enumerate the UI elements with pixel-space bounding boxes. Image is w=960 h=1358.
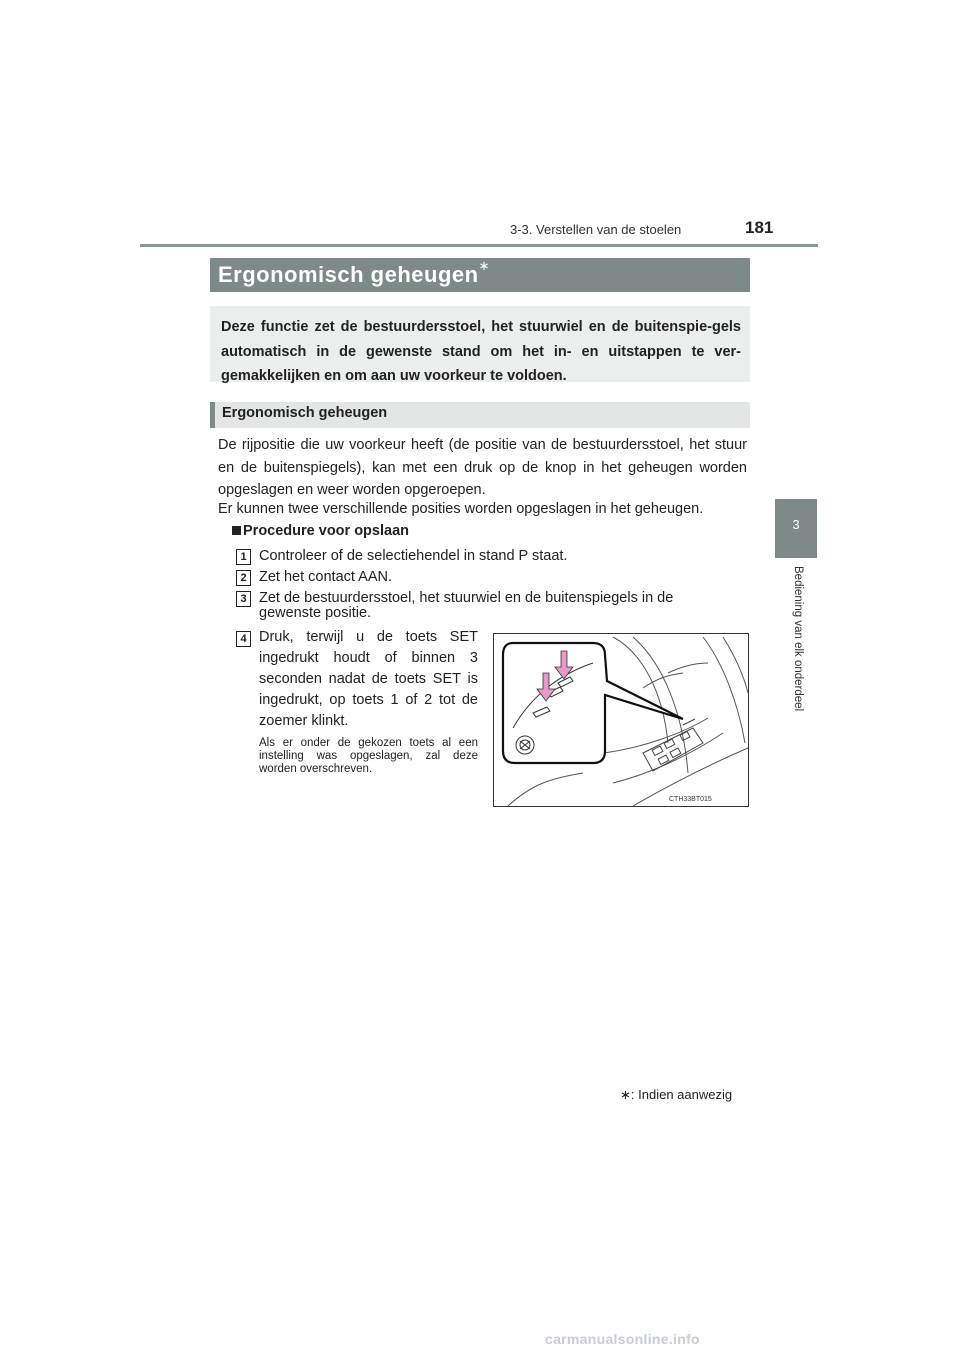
body-paragraph: Er kunnen twee verschillende posities worden opgeslagen in het geheugen. (218, 501, 704, 517)
optional-marker: ∗ (478, 258, 490, 273)
header-rule (140, 244, 818, 247)
page-number: 181 (745, 218, 774, 237)
step-text-continued: gewenste positie. (259, 605, 372, 621)
intro-text: Deze functie zet de bestuurdersstoel, het stuurwiel en de buitenspie-gels automatisch in de gewenste stand om het in- en uitstappen te ver-gemakkelijken en om aan uw voorkeur te voldoen. (221, 319, 741, 384)
footnote (620, 1087, 732, 1103)
step-text: Zet het contact AAN. (259, 569, 392, 585)
watermark: carmanualsonline.info (545, 1331, 700, 1347)
subsection-accent (210, 402, 215, 428)
step-number: 3 (236, 591, 251, 607)
step-text: Druk, terwijl u de toets SET ingedrukt houdt of binnen 3 seconden nadat de toets SET is ingedrukt, op toets 1 of 2 tot de zoemer klinkt. (259, 629, 478, 729)
footnote-marker: ∗ (620, 1087, 631, 1102)
illustration-code: CTH33BT015 (669, 796, 712, 803)
step-number: 2 (236, 570, 251, 586)
body-paragraph: De rijpositie die uw voorkeur heeft (de positie van de bestuurdersstoel, het stuur en de buitenspiegels), kan met een druk op de knop in het geheugen worden opgeslagen en weer worden opgeroepen. (218, 437, 747, 498)
square-bullet-icon (232, 526, 241, 535)
step-number: 4 (236, 631, 251, 647)
step-note: Als er onder de gekozen toets al een instelling was opgeslagen, zal deze worden overschreven. (259, 737, 478, 775)
subsection-title: Ergonomisch geheugen (222, 405, 388, 421)
step-text: Zet de bestuurdersstoel, het stuurwiel en de buitenspiegels in de (259, 590, 674, 606)
step-text: Controleer of de selectiehendel in stand P staat. (259, 548, 568, 564)
page-title (218, 258, 490, 288)
step-number: 1 (236, 549, 251, 565)
chapter-tab: 3 (775, 499, 817, 558)
section-label: 3-3. Verstellen van de stoelen (510, 222, 682, 237)
procedure-heading: Procedure voor opslaan (243, 523, 409, 539)
chapter-title: Bediening van elk onderdeel (792, 566, 804, 712)
footnote-text: : Indien aanwezig (630, 1087, 733, 1102)
door-memory-switch-illustration (493, 633, 749, 807)
page-title-text: Ergonomisch geheugen (218, 262, 479, 287)
